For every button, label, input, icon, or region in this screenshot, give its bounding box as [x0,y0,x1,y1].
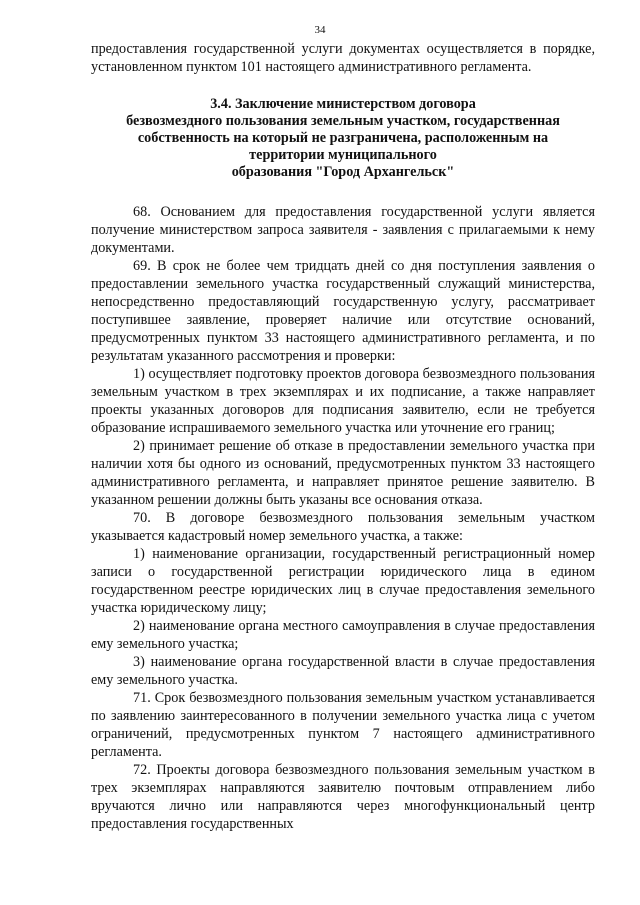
section-heading-line: образования "Город Архангельск" [231,164,455,180]
paragraph-70-item-3: 3) наименование органа государственной власти в случае предоставления ему земельного участка. [91,654,595,688]
section-heading-line: безвозмездного пользования земельным участком, государственная [126,113,560,129]
paragraph-69: 69. В срок не более чем тридцать дней со дня поступления заявления о предоставлении земельного участка государственный служащий министерства, непосредственно предоставляющий государственную услугу, рассматривает поступившее заявление, проверяет наличие или отсутствие оснований, предусмотренных пунктом 33 настоящего административного регламента, и по результатам указанного рассмотрения и проверки: [91,258,595,364]
paragraph-70-item-2: 2) наименование органа местного самоуправления в случае предоставления ему земельного участка; [91,618,595,652]
paragraph-69-item-1: 1) осуществляет подготовку проектов договора безвозмездного пользования земельным участком в трех экземплярах и их подписание, а также направляет проекты указанных договоров для подписания заявителю, если не требуется образование испрашиваемого земельного участка или уточнение его границ; [91,366,595,436]
document-body [91,40,595,833]
paragraph-71: 71. Срок безвозмездного пользования земельным участком устанавливается по заявлению заинтересованного в получении земельного участка лица с учетом ограничений, предусмотренных пунктом 7 настоящего административного регламента. [91,690,595,760]
paragraph-70: 70. В договоре безвозмездного пользования земельным участком указывается кадастровый номер земельного участка, а также: [91,510,595,544]
section-heading-line: собственность на который не разграничена, расположенным на [137,130,549,146]
intro-paragraph: предоставления государственной услуги документах осуществляется в порядке, установленном пунктом 101 настоящего административного регламента. [91,41,595,75]
section-heading-line: территории муниципального [249,147,437,163]
page-number: 34 [314,24,326,36]
section-heading-line: 3.4. Заключение министерством договора [210,96,476,112]
paragraph-72: 72. Проекты договора безвозмездного пользования земельным участком в трех экземплярах направляются заявителю почтовым отправлением либо вручаются лично или направляются через многофункциональный центр предоставления государственных [91,762,595,832]
paragraph-70-item-1: 1) наименование организации, государственный регистрационный номер записи о государственной регистрации юридического лица в едином государственном реестре юридических лиц в случае предоставления земельного участка юридическому лицу; [91,546,595,616]
paragraph-69-item-2: 2) принимает решение об отказе в предоставлении земельного участка при наличии хотя бы одного из оснований, предусмотренных пунктом 33 настоящего административного регламента, и направляет принятое решение заявителю. В указанном решении должны быть указаны все основания отказа. [91,438,595,508]
paragraph-68: 68. Основанием для предоставления государственной услуги является получение министерством запроса заявителя - заявления с прилагаемыми к нему документами. [91,204,595,256]
section-heading [91,96,595,181]
